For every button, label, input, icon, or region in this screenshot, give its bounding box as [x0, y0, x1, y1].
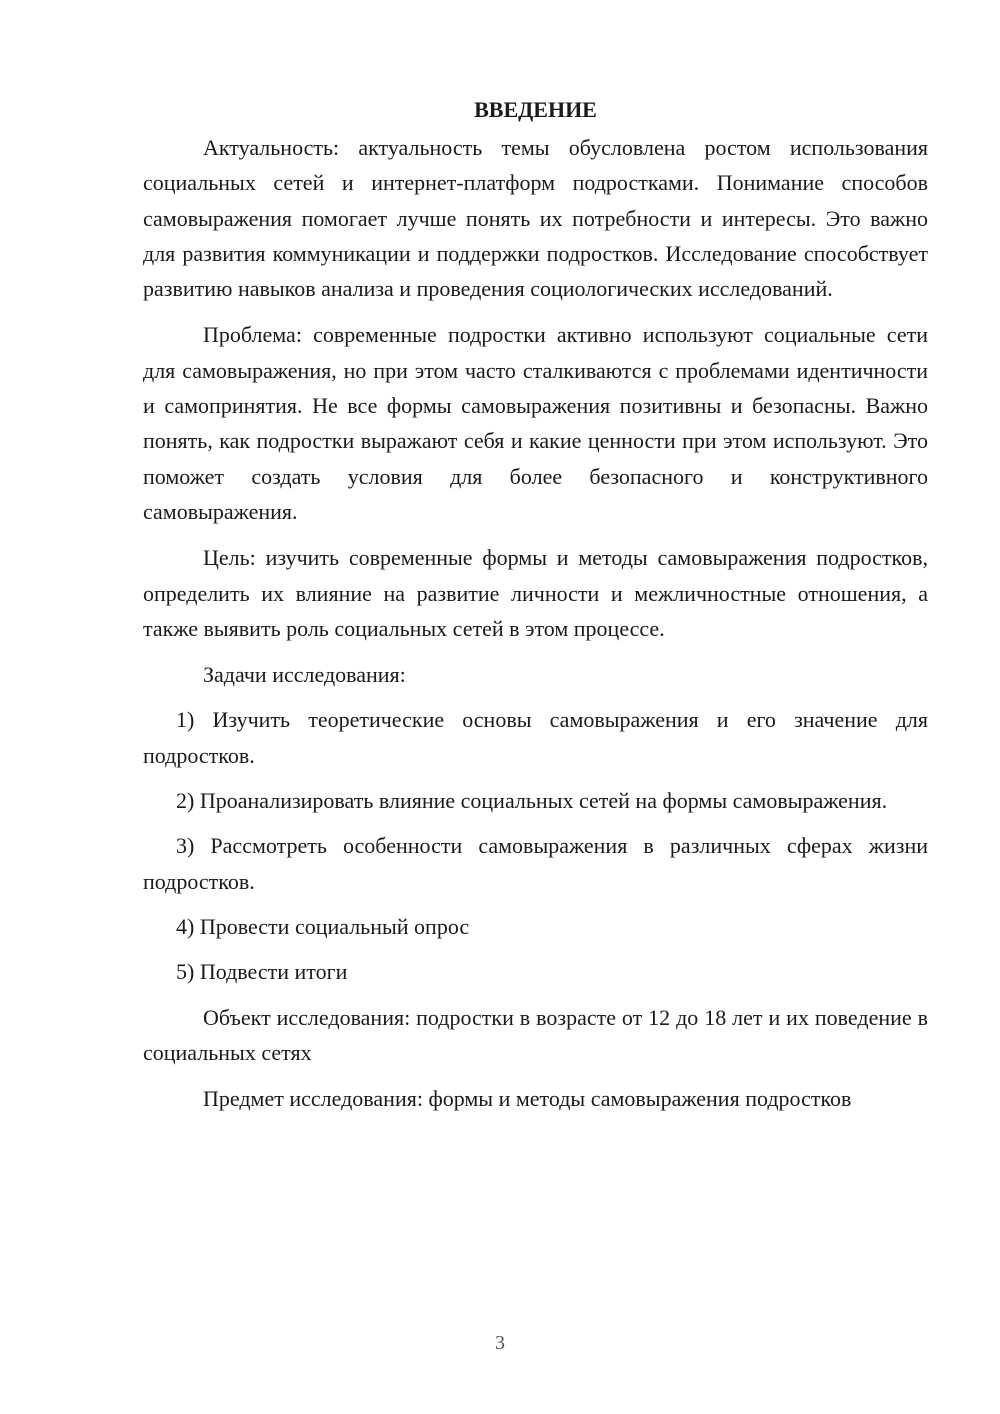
goal-paragraph: Цель: изучить современные формы и методы самовыражения подростков, определить их влияние на развитие личности и межличностные отношения, а также выявить роль социальных сетей в этом процессе. — [143, 545, 928, 641]
task-item: 5) Подвести итоги — [176, 959, 348, 985]
tasks-list — [143, 702, 928, 989]
task-item: 2) Проанализировать влияние социальных сетей на формы самовыражения. — [176, 788, 888, 814]
task-item: 1) Изучить теоретические основы самовыражения и его значение для подростков. — [143, 707, 928, 768]
task-item: 3) Рассмотреть особенности самовыражения в различных сферах жизни подростков. — [143, 833, 928, 894]
page-number: 3 — [495, 1332, 505, 1354]
document-page — [143, 92, 928, 1127]
relevance-paragraph: Актуальность: актуальность темы обусловлена ростом использования социальных сетей и интернет-платформ подростками. Понимание способов самовыражения помогает лучше понять их потребности и интересы. Это важно для развития коммуникации и поддержки подростков. Исследование способствует развитию навыков анализа и проведения социологических исследований. — [143, 135, 928, 302]
subject-paragraph: Предмет исследования: формы и методы самовыражения подростков — [203, 1086, 852, 1112]
tasks-heading: Задачи исследования: — [203, 662, 406, 688]
problem-paragraph: Проблема: современные подростки активно используют социальные сети для самовыражения, но при этом часто сталкиваются с проблемами идентичности и самопринятия. Не все формы самовыражения позитивны и безопасны. Важно понять, как подростки выражают себя и какие ценности при этом используют. Это поможет создать условия для более безопасного и конструктивного самовыражения. — [143, 322, 928, 524]
object-paragraph: Объект исследования: подростки в возрасте от 12 до 18 лет и их поведение в социальных сетях — [143, 1004, 928, 1065]
task-item: 4) Провести социальный опрос — [176, 913, 470, 939]
section-title: ВВЕДЕНИЕ — [474, 97, 597, 122]
